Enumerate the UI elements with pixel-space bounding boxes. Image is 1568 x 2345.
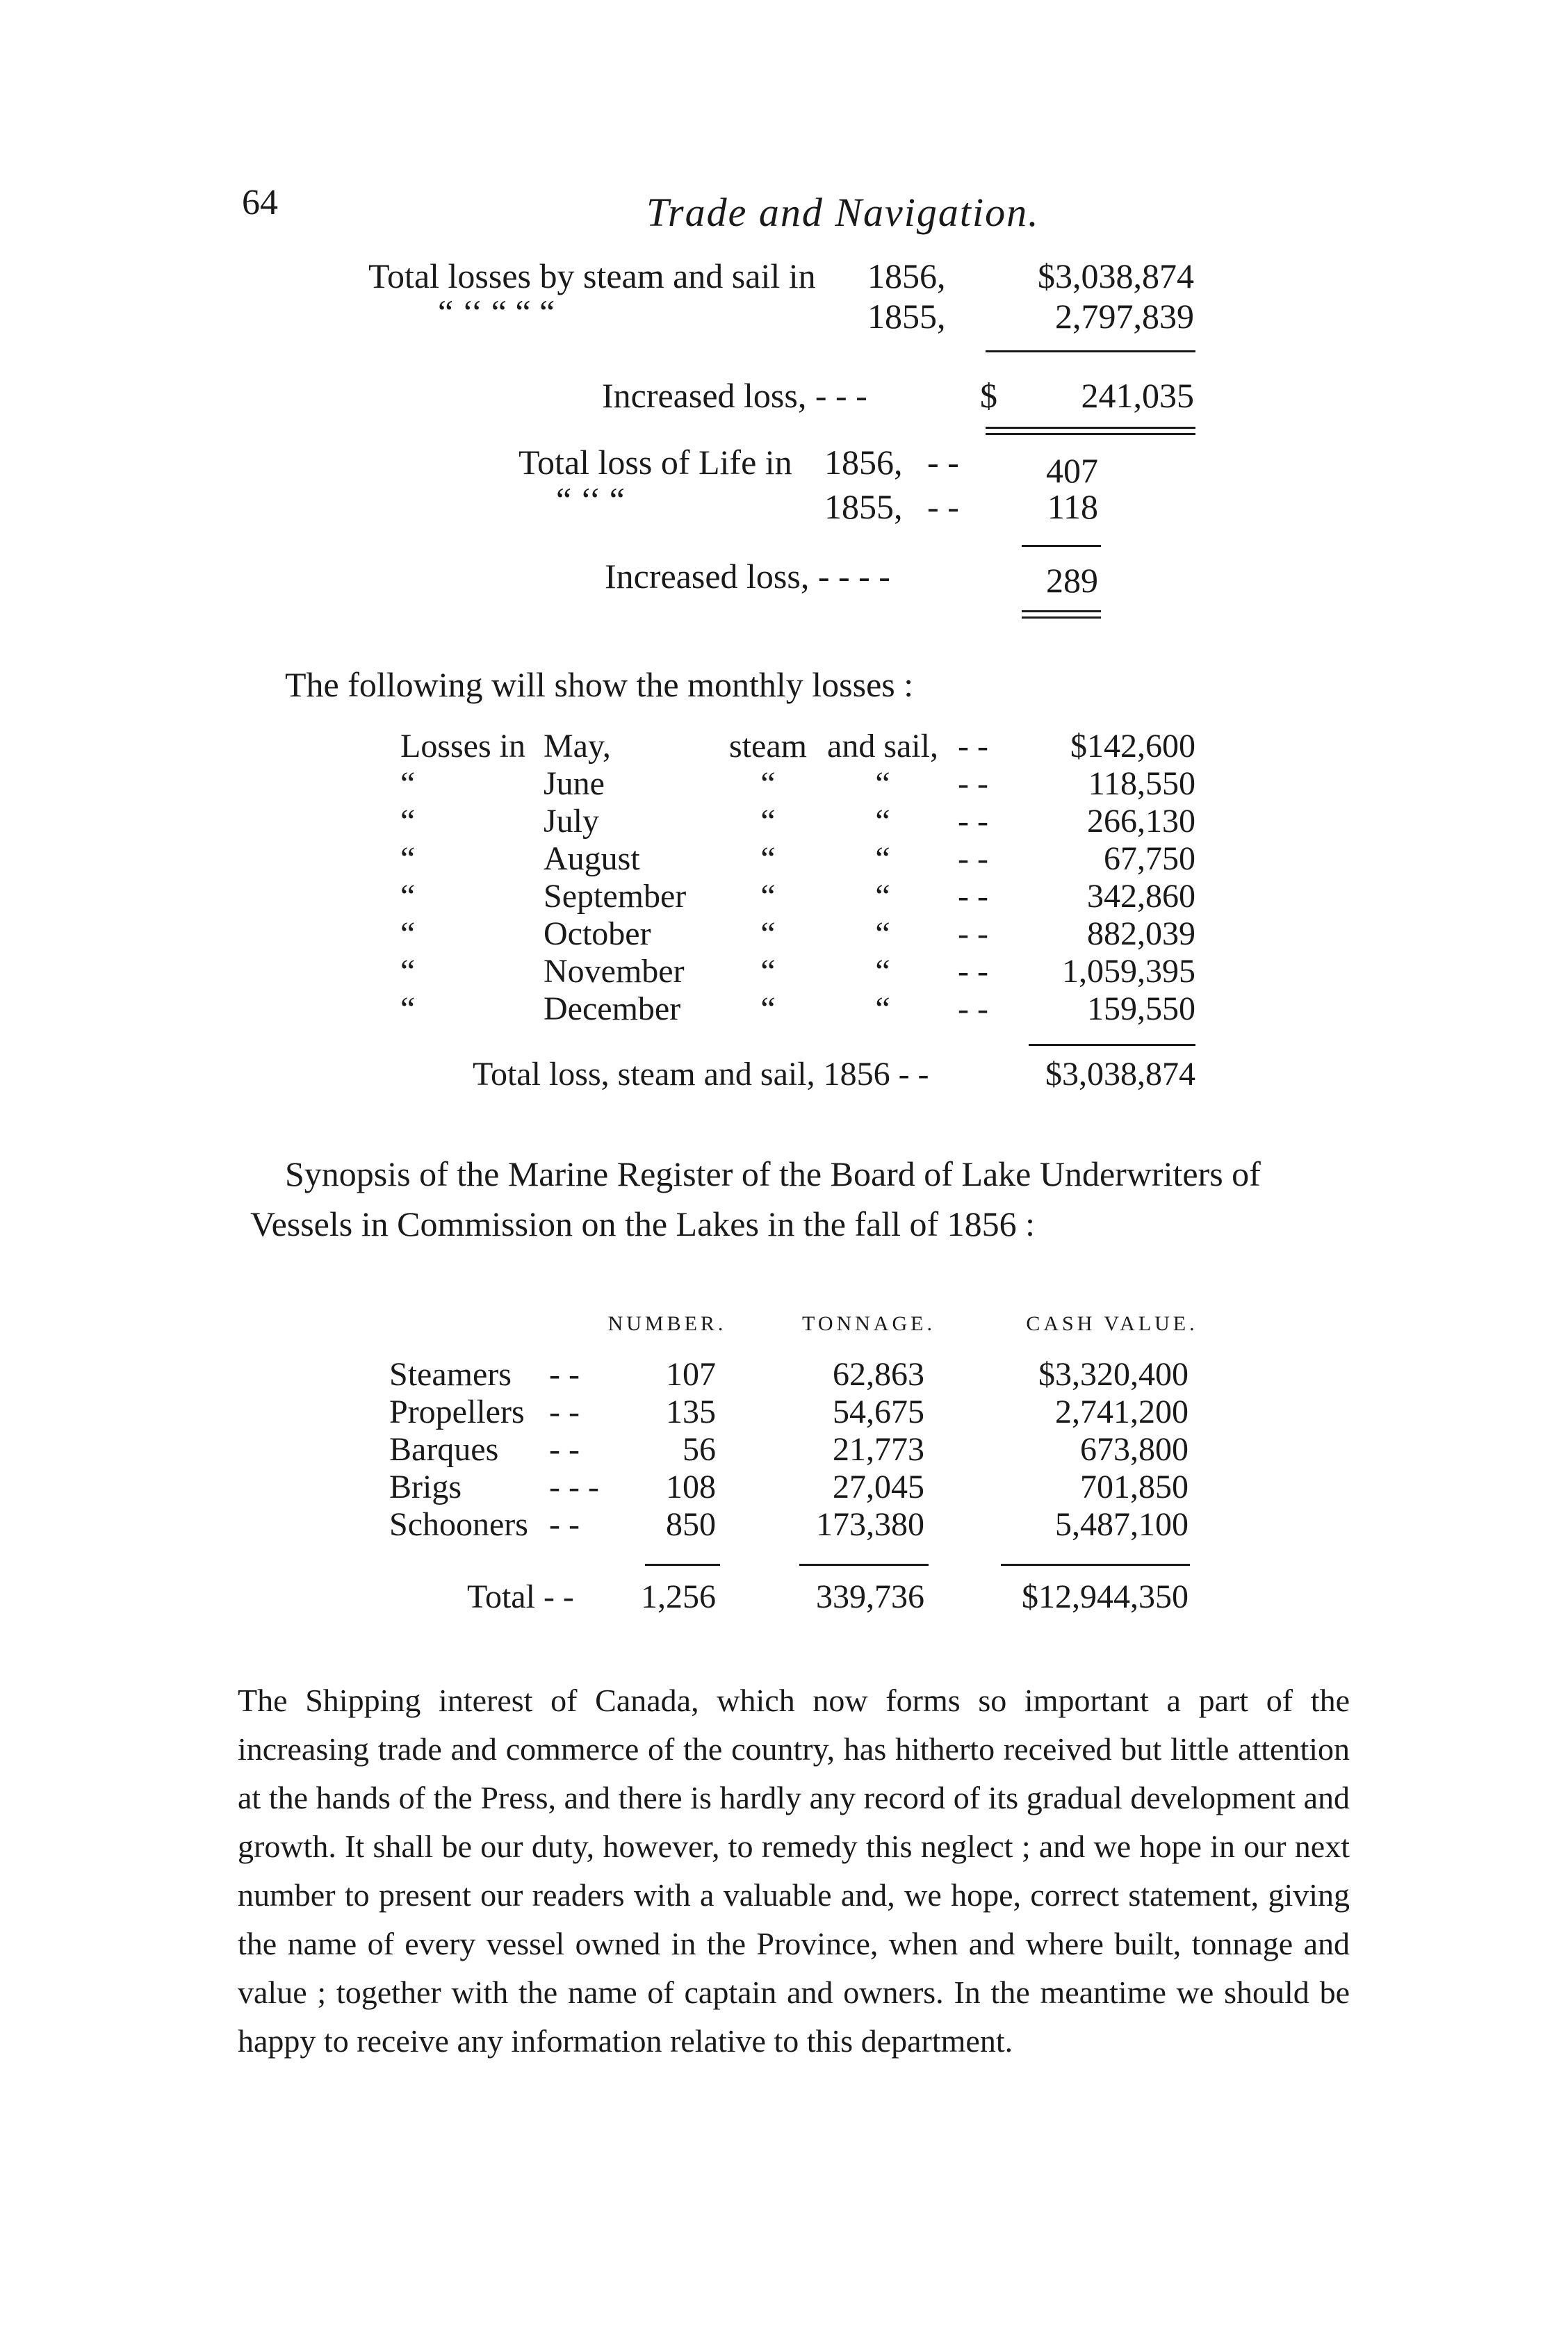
increase-value: 241,035 <box>1081 376 1194 415</box>
month-row-steam: “ <box>760 765 776 802</box>
month-row-prefix: “ <box>400 953 416 990</box>
month-loss-value: 882,039 <box>1087 915 1195 952</box>
dash-leader: - - <box>958 953 988 990</box>
vessel-cash-value: 701,850 <box>1080 1469 1189 1505</box>
monthly-total-value: $3,038,874 <box>1045 1056 1195 1093</box>
vessel-number: 135 <box>666 1394 716 1430</box>
increase-label: Increased loss, - - - - <box>605 557 890 596</box>
column-header-cash-value: CASH VALUE. <box>1026 1312 1198 1335</box>
dash-leader: - - <box>927 443 959 482</box>
vessel-number: 56 <box>683 1431 716 1468</box>
vessel-tonnage: 62,863 <box>833 1356 924 1393</box>
month-loss-value: 1,059,395 <box>1062 953 1195 990</box>
summary-row-label: “ ‘‘ “ <box>556 480 625 519</box>
month-name: August <box>544 840 640 877</box>
month-name: September <box>544 878 687 915</box>
vessel-cash-value: 673,800 <box>1080 1431 1189 1468</box>
summary-row-year: 1856, <box>824 443 903 482</box>
summary-row-value: 2,797,839 <box>1055 297 1194 336</box>
month-row-steam: “ <box>760 953 776 990</box>
monthly-total-label: Total loss, steam and sail, 1856 - - <box>473 1056 929 1093</box>
dash-leader: - - <box>958 765 988 802</box>
month-row-sail: and sail, <box>827 728 938 765</box>
month-row-sail: “ <box>875 878 890 915</box>
month-row-prefix: “ <box>400 878 416 915</box>
month-row-sail: “ <box>875 803 890 840</box>
sum-rule <box>1029 1044 1195 1046</box>
month-loss-value: 266,130 <box>1087 803 1195 840</box>
double-rule <box>1022 610 1101 619</box>
dash-leader: - - <box>958 728 988 765</box>
vessel-type: Brigs <box>389 1469 462 1505</box>
sum-rule <box>799 1564 929 1566</box>
sum-rule <box>1022 545 1101 547</box>
month-row-steam: “ <box>760 990 776 1027</box>
month-row-steam: “ <box>760 840 776 877</box>
monthly-intro: The following will show the monthly losses : <box>285 665 914 704</box>
register-intro-line-2: Vessels in Commission on the Lakes in the fall of 1856 : <box>250 1204 1036 1243</box>
sum-rule <box>986 350 1195 352</box>
month-row-prefix: “ <box>400 840 416 877</box>
dash-leader: - - <box>958 990 988 1027</box>
register-total-tonnage: 339,736 <box>816 1578 924 1615</box>
sum-rule <box>1001 1564 1190 1566</box>
month-name: June <box>544 765 605 802</box>
summary-row-label: Total losses by steam and sail in <box>368 256 816 295</box>
month-name: July <box>544 803 600 840</box>
vessel-tonnage: 54,675 <box>833 1394 924 1430</box>
summary-row-year: 1855, <box>867 297 946 336</box>
double-rule <box>986 427 1195 435</box>
body-paragraph <box>238 1676 1350 2066</box>
vessel-type: Schooners <box>389 1506 528 1543</box>
month-row-prefix: Losses in <box>400 728 525 765</box>
dash-leader: - - <box>958 840 988 877</box>
month-loss-value: 67,750 <box>1104 840 1195 877</box>
register-total-label: Total - - <box>467 1578 574 1615</box>
month-row-sail: “ <box>875 915 890 952</box>
column-header-tonnage: TONNAGE. <box>802 1312 936 1335</box>
summary-row-value: $3,038,874 <box>1038 256 1194 295</box>
summary-row-label: “ ‘‘ “ “ “ <box>438 293 555 332</box>
month-row-steam: “ <box>760 803 776 840</box>
register-total-cash-value: $12,944,350 <box>1022 1578 1189 1615</box>
dash-leader: - - <box>958 803 988 840</box>
month-loss-value: 159,550 <box>1087 990 1195 1027</box>
month-row-sail: “ <box>875 765 890 802</box>
month-loss-value: 342,860 <box>1087 878 1195 915</box>
vessel-cash-value: 2,741,200 <box>1055 1394 1189 1430</box>
month-name: November <box>544 953 685 990</box>
month-row-prefix: “ <box>400 990 416 1027</box>
summary-row-label: Total loss of Life in <box>518 443 792 482</box>
summary-row-value: 118 <box>1047 487 1098 526</box>
vessel-tonnage: 21,773 <box>833 1431 924 1468</box>
page-number: 64 <box>242 183 278 222</box>
vessel-number: 107 <box>666 1356 716 1393</box>
dash-leader: - - <box>549 1394 580 1430</box>
dash-leader: - - <box>927 487 959 526</box>
column-header-number: NUMBER. <box>607 1312 727 1335</box>
month-name: May, <box>544 728 611 765</box>
dash-leader: - - <box>549 1506 580 1543</box>
vessel-type: Barques <box>389 1431 499 1468</box>
vessel-tonnage: 27,045 <box>833 1469 924 1505</box>
month-loss-value: 118,550 <box>1088 765 1195 802</box>
vessel-cash-value: 5,487,100 <box>1055 1506 1189 1543</box>
month-row-steam: “ <box>760 915 776 952</box>
dash-leader: - - <box>958 915 988 952</box>
month-row-sail: “ <box>875 840 890 877</box>
month-loss-value: $142,600 <box>1070 728 1195 765</box>
summary-row-value: 407 <box>1046 451 1098 490</box>
month-row-prefix: “ <box>400 915 416 952</box>
currency-sign: $ <box>980 376 997 415</box>
dash-leader: - - - <box>549 1469 599 1505</box>
month-name: December <box>544 990 681 1027</box>
month-row-sail: “ <box>875 990 890 1027</box>
sum-rule <box>645 1564 720 1566</box>
month-row-prefix: “ <box>400 765 416 802</box>
paragraph-text: The Shipping interest of Canada, which now forms so important a part of the increasing trade and commerce of the country, has hitherto received but little attention at the hands of the Press, and there is hardly any record of its gradual development and growth. It shall be our duty, however, to remedy this neglect ; and we hope in our next number to present our readers with a valuable and, we hope, correct statement, giving the name of every vessel owned in the Province, when and where built, tonnage and value ; together with the name of captain and owners. In the meantime we should be happy to receive any information relative to this department. <box>238 1683 1350 2059</box>
register-intro-line-1: Synopsis of the Marine Register of the Board of Lake Underwriters of <box>285 1154 1261 1193</box>
vessel-number: 850 <box>666 1506 716 1543</box>
month-row-steam: steam <box>729 728 807 765</box>
dash-leader: - - <box>549 1356 580 1393</box>
month-name: October <box>544 915 651 952</box>
increase-value: 289 <box>1046 561 1098 600</box>
vessel-type: Steamers <box>389 1356 512 1393</box>
summary-row-year: 1856, <box>867 256 946 295</box>
running-header: Trade and Navigation. <box>646 190 1040 235</box>
month-row-steam: “ <box>760 878 776 915</box>
vessel-type: Propellers <box>389 1394 525 1430</box>
dash-leader: - - <box>549 1431 580 1468</box>
summary-row-year: 1855, <box>824 487 903 526</box>
vessel-cash-value: $3,320,400 <box>1038 1356 1189 1393</box>
month-row-prefix: “ <box>400 803 416 840</box>
vessel-tonnage: 173,380 <box>816 1506 924 1543</box>
month-row-sail: “ <box>875 953 890 990</box>
increase-label: Increased loss, - - - <box>602 376 867 415</box>
register-total-number: 1,256 <box>641 1578 716 1615</box>
dash-leader: - - <box>958 878 988 915</box>
vessel-number: 108 <box>666 1469 716 1505</box>
